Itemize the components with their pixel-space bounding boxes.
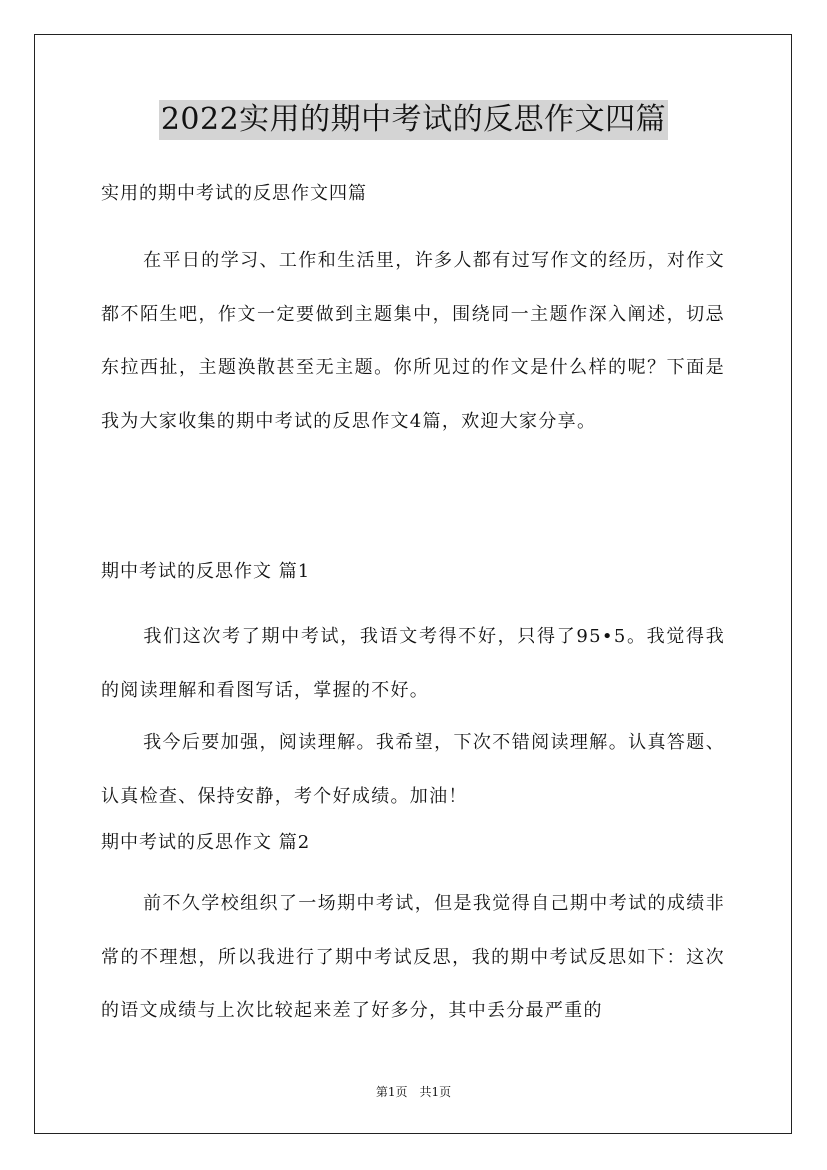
intro-paragraph: [101, 234, 725, 448]
section-heading-1: 期中考试的反思作文 篇1: [101, 561, 311, 582]
document-title: 2022实用的期中考试的反思作文四篇: [159, 100, 668, 140]
section-1-paragraph-2: [101, 716, 725, 823]
section-heading-2: 期中考试的反思作文 篇2: [101, 832, 311, 853]
page-footer: 第1页 共1页: [375, 1085, 452, 1099]
section-2-paragraph-1-text: 前不久学校组织了一场期中考试，但是我觉得自己期中考试的成绩非常的不理想，所以我进行了期中考试反思，我的期中考试反思如下：这次的语文成绩与上次比较起来差了好多分，其中丢分最严重的: [101, 893, 725, 1021]
section-1-paragraph-1-text: 我们这次考了期中考试，我语文考得不好，只得了95•5。我觉得我的阅读理解和看图写话，掌握的不好。: [101, 626, 725, 701]
intro-text: 在平日的学习、工作和生活里，许多人都有过写作文的经历，对作文都不陌生吧，作文一定要做到主题集中，围绕同一主题作深入阐述，切忌东拉西扯，主题涣散甚至无主题。你所见过的作文是什么样的呢？下面是我为大家收集的期中考试的反思作文4篇，欢迎大家分享。: [101, 250, 725, 432]
section-2-paragraph-1: [101, 877, 725, 1038]
section-1-paragraph-2-text: 我今后要加强，阅读理解。我希望，下次不错阅读理解。认真答题、认真检查、保持安静，考个好成绩。加油！: [101, 732, 725, 807]
document-subtitle: 实用的期中考试的反思作文四篇: [101, 183, 367, 204]
section-1-paragraph-1: [101, 610, 725, 717]
